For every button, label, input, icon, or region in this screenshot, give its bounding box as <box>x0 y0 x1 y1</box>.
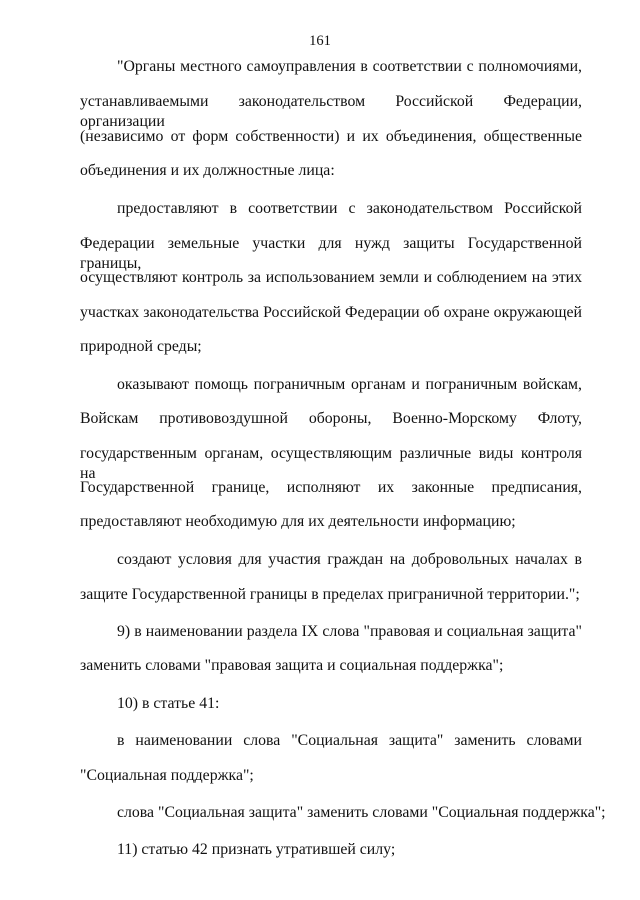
text-line: "Органы местного самоуправления в соответствии с полномочиями, <box>117 58 582 75</box>
text-line: создают условия для участия граждан на добровольных началах в <box>117 551 582 568</box>
text-line: объединения и их должностные лица: <box>80 162 335 179</box>
text-line: Войскам противовоздушной обороны, Военно-Морскому Флоту, <box>80 410 582 427</box>
text-line: заменить словами "правовая защита и социальная поддержка"; <box>80 657 504 674</box>
text-line: 10) в статье 41: <box>117 695 220 712</box>
text-line: устанавливаемыми законодательством Российской Федерации, организации <box>80 93 582 130</box>
text-line: Государственной границе, исполняют их законные предписания, <box>80 479 582 496</box>
text-line: 11) статью 42 признать утратившей силу; <box>117 841 396 858</box>
text-line: оказывают помощь пограничным органам и пограничным войскам, <box>117 376 582 393</box>
text-line: природной среды; <box>80 338 202 355</box>
text-line: осуществляют контроль за использованием земли и соблюдением на этих <box>80 269 582 286</box>
text-line: 9) в наименовании раздела IX слова "правовая и социальная защита" <box>117 623 582 640</box>
text-line: предоставляют в соответствии с законодательством Российской <box>117 200 582 217</box>
text-line: "Социальная поддержка"; <box>80 767 254 784</box>
text-line: в наименовании слова "Социальная защита" заменить словами <box>117 732 582 749</box>
text-line: государственным органам, осуществляющим различные виды контроля на <box>80 445 582 482</box>
text-line: защите Государственной границы в пределах приграничной территории."; <box>80 586 580 603</box>
text-line: (независимо от форм собственности) и их объединения, общественные <box>80 128 582 145</box>
text-line: предоставляют необходимую для их деятельности информацию; <box>80 513 516 530</box>
text-line: слова "Социальная защита" заменить словами "Социальная поддержка"; <box>117 804 606 821</box>
text-line: Федерации земельные участки для нужд защиты Государственной границы, <box>80 235 582 272</box>
page-number: 161 <box>309 33 331 49</box>
text-line: участках законодательства Российской Федерации об охране окружающей <box>80 304 582 321</box>
